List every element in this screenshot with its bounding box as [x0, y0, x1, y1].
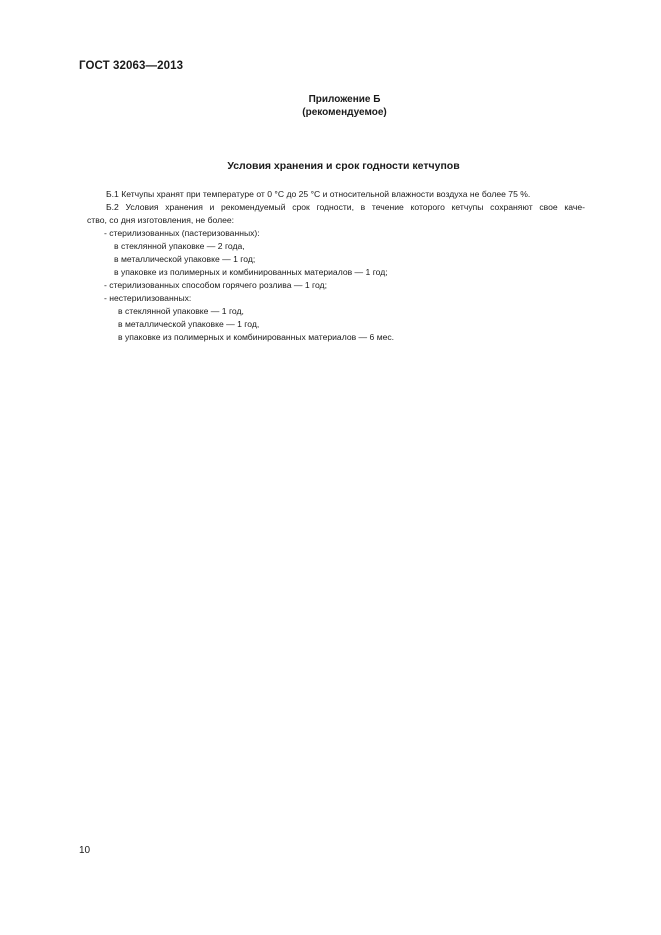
paragraph-b1: Б.1 Кетчупы хранят при температуре от 0 °С до 25 °С и относительной влажности воздуха не более 75 %.	[106, 189, 531, 199]
paragraph-b2-line1: Б.2 Условия хранения и рекомендуемый срок годности, в течение которого кетчупы сохраняют свое каче-	[106, 202, 585, 212]
document-code: ГОСТ 32063—2013	[79, 60, 184, 72]
list-subitem: в металлической упаковке — 1 год,	[118, 319, 260, 329]
section-title-text: Условия хранения и срок годности кетчупов	[227, 160, 460, 172]
document-body	[87, 188, 585, 344]
list-item-sterilized: - стерилизованных (пастеризованных):	[104, 228, 260, 238]
list-item-hot-fill: - стерилизованных способом горячего розлива — 1 год;	[104, 280, 327, 290]
page-number: 10	[79, 845, 91, 856]
list-subitem: в стеклянной упаковке — 2 года,	[114, 241, 245, 251]
section-title	[0, 160, 661, 172]
list-subitem: в металлической упаковке — 1 год;	[114, 254, 256, 264]
list-subitem: в упаковке из полимерных и комбинированных материалов — 1 год;	[114, 267, 388, 277]
list-subitem: в упаковке из полимерных и комбинированных материалов — 6 мес.	[118, 332, 395, 342]
list-item-non-sterilized: - нестерилизованных:	[104, 293, 192, 303]
appendix-heading	[0, 93, 661, 119]
appendix-subtitle: (рекомендуемое)	[302, 107, 387, 118]
appendix-title: Приложение Б	[308, 94, 381, 105]
paragraph-b2-line2: ство, со дня изготовления, не более:	[87, 215, 235, 225]
list-subitem: в стеклянной упаковке — 1 год,	[118, 306, 244, 316]
